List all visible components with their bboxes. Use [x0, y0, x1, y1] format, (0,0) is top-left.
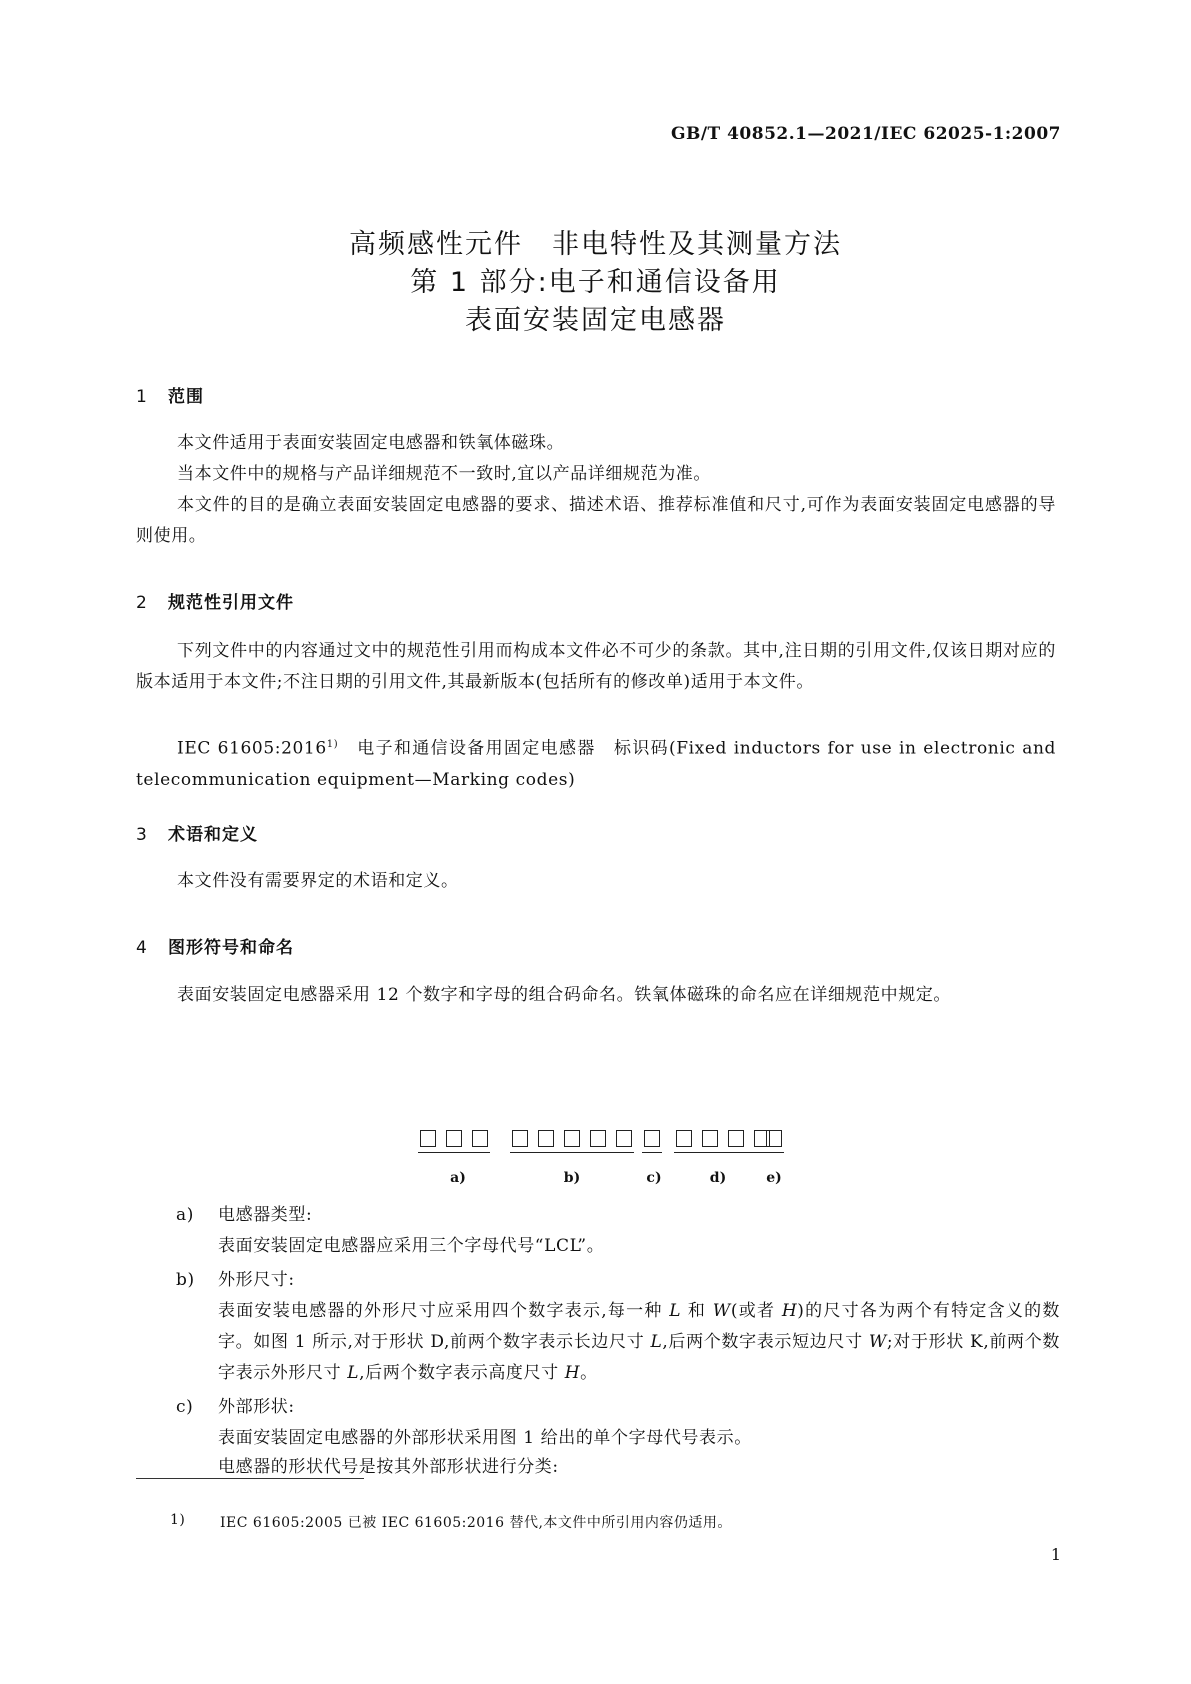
list-marker: a) [176, 1205, 194, 1225]
title-line-2: 第 1 部分:电子和通信设备用 [410, 267, 781, 298]
standard-number: GB/T 40852.1—2021/IEC 62025-1:2007 [670, 124, 1061, 144]
code-box [512, 1130, 528, 1147]
text-run: 和 [681, 1301, 713, 1321]
symbol-L: L [347, 1363, 360, 1383]
text-run: ,后两个数字表示高度尺寸 [359, 1363, 565, 1383]
text-run: ,后两个数字表示短边尺寸 [662, 1332, 869, 1352]
code-box [616, 1130, 632, 1147]
code-label-e: e) [766, 1170, 782, 1186]
group-underline [764, 1152, 784, 1153]
code-label-c: c) [646, 1170, 662, 1186]
section-1-heading [136, 382, 204, 407]
symbol-L: L [669, 1301, 682, 1321]
document-title [0, 226, 1191, 340]
section-title: 范围 [168, 387, 204, 407]
section-title: 术语和定义 [168, 825, 258, 845]
code-box [420, 1130, 436, 1147]
footnote-marker: 1) [326, 739, 339, 750]
code-label-b: b) [563, 1170, 581, 1186]
page-number: 1 [1050, 1545, 1061, 1564]
list-body-b [218, 1296, 1060, 1389]
section-number: 1 [136, 387, 148, 407]
title-line-1: 高频感性元件 非电特性及其测量方法 [349, 229, 842, 260]
section-3-heading [136, 820, 258, 845]
group-underline [510, 1152, 634, 1153]
symbol-L: L [650, 1332, 663, 1352]
section-3-paragraph-1: 本文件没有需要界定的术语和定义。 [177, 871, 459, 891]
section-4-paragraph-1: 表面安装固定电感器采用 12 个数字和字母的组合码命名。铁氧体磁珠的命名应在详细规范中规定。 [177, 985, 952, 1005]
code-box [564, 1130, 580, 1147]
code-box [472, 1130, 488, 1147]
naming-code-diagram [0, 1130, 1191, 1190]
code-box [676, 1130, 692, 1147]
reference-code: IEC 61605:2016 [177, 738, 327, 759]
title-line-3: 表面安装固定电感器 [465, 305, 726, 336]
section-1-paragraph-2: 当本文件中的规格与产品详细规范不一致时,宜以产品详细规范为准。 [177, 464, 712, 484]
section-title: 规范性引用文件 [168, 593, 294, 613]
code-box [728, 1130, 744, 1147]
list-label: 电感器类型: [218, 1205, 313, 1225]
group-underline [418, 1152, 490, 1153]
section-title: 图形符号和命名 [168, 938, 294, 958]
footnote-mark: 1) [170, 1512, 186, 1528]
code-box [702, 1130, 718, 1147]
list-marker: c) [176, 1397, 194, 1417]
text-run: )的尺寸各为两个有特定含义的数字。如图 1 所示,对于形状 D,前两个数字表示长边尺寸 [218, 1301, 1060, 1352]
section-4-heading [136, 933, 294, 958]
symbol-H: H [781, 1301, 798, 1321]
text-run: 。 [580, 1363, 598, 1383]
section-number: 3 [136, 825, 148, 845]
code-box [538, 1130, 554, 1147]
section-2-paragraph-1: 下列文件中的内容通过文中的规范性引用而构成本文件必不可少的条款。其中,注日期的引用文件,仅该日期对应的版本适用于本文件;不注日期的引用文件,其最新版本(包括所有的修改单)适用于本文件。 [136, 641, 1056, 692]
list-body-c: 表面安装固定电感器的外部形状采用图 1 给出的单个字母代号表示。 [218, 1428, 752, 1448]
list-body-a: 表面安装固定电感器应采用三个字母代号“LCL”。 [218, 1236, 605, 1256]
section-number: 2 [136, 593, 148, 613]
code-box [590, 1130, 606, 1147]
footnote-divider [136, 1478, 364, 1479]
group-underline [642, 1152, 662, 1153]
text-run: 表面安装电感器的外形尺寸应采用四个数字表示,每一种 [218, 1301, 670, 1321]
section-number: 4 [136, 938, 148, 958]
list-label: 外形尺寸: [218, 1270, 295, 1290]
reference-title: 电子和通信设备用固定电感器 标识码(Fixed inductors for use in electronic and telecommunication equipment—Marking codes) [136, 738, 1056, 790]
section-2-heading [136, 588, 294, 613]
code-box [766, 1130, 782, 1147]
group-underline [674, 1152, 772, 1153]
code-label-a: a) [450, 1170, 466, 1186]
symbol-W: W [868, 1332, 887, 1352]
text-run: (或者 [730, 1301, 782, 1321]
symbol-H: H [564, 1363, 581, 1383]
list-marker: b) [176, 1270, 195, 1290]
section-1-paragraph-3: 本文件的目的是确立表面安装固定电感器的要求、描述术语、推荐标准值和尺寸,可作为表面安装固定电感器的导则使用。 [136, 495, 1056, 546]
symbol-W: W [712, 1301, 731, 1321]
code-box [446, 1130, 462, 1147]
normative-reference [136, 729, 1056, 796]
footnote-text: IEC 61605:2005 已被 IEC 61605:2016 替代,本文件中所引用内容仍适用。 [220, 1515, 732, 1531]
code-label-d: d) [709, 1170, 727, 1186]
code-box [644, 1130, 660, 1147]
section-1-paragraph-1: 本文件适用于表面安装固定电感器和铁氧体磁珠。 [177, 433, 565, 453]
list-body-c-2: 电感器的形状代号是按其外部形状进行分类: [218, 1457, 559, 1477]
text-run: ;对于形状 K,前两个数字表示外形尺寸 [218, 1332, 1060, 1383]
list-label: 外部形状: [218, 1397, 295, 1417]
